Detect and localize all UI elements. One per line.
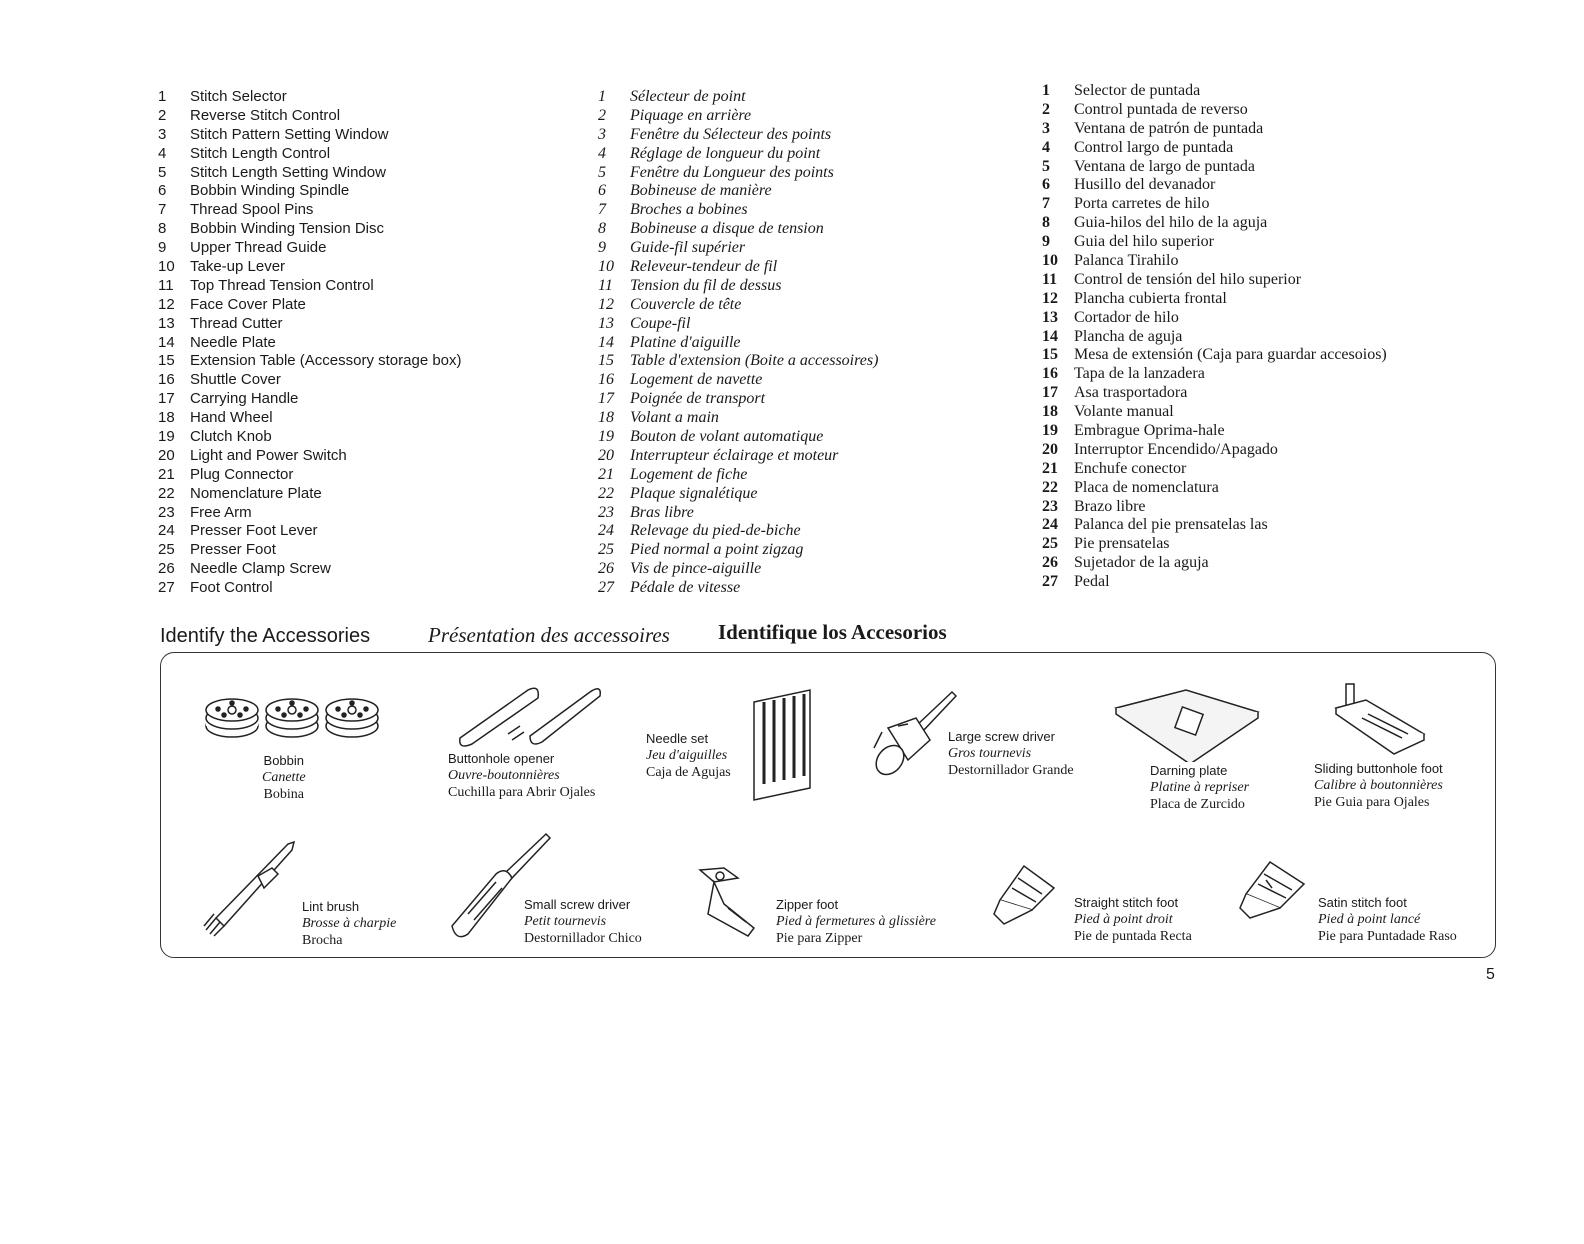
part-number: 10	[598, 258, 614, 276]
part-item	[598, 239, 878, 258]
part-item	[158, 504, 462, 523]
accessory-zipper-foot-label: Zipper foot Pied à fermetures à glissière Pie para Zipper	[776, 897, 936, 946]
part-item	[158, 334, 462, 353]
part-label: Bobineuse de manière	[630, 182, 772, 200]
part-number: 25	[598, 541, 614, 559]
part-label: Palanca Tirahilo	[1074, 252, 1179, 270]
part-item	[1042, 422, 1387, 441]
part-label: Foot Control	[190, 579, 273, 597]
part-item	[598, 182, 878, 201]
part-item	[1042, 535, 1387, 554]
part-number: 1	[598, 88, 606, 105]
part-item	[598, 334, 878, 353]
part-label: Stitch Length Setting Window	[190, 163, 386, 181]
part-number: 11	[598, 276, 613, 294]
part-label: Pédale de vitesse	[630, 579, 741, 597]
part-item	[598, 201, 878, 220]
part-number: 1	[158, 88, 167, 105]
part-item	[158, 485, 462, 504]
part-label: Stitch Length Control	[190, 144, 331, 162]
accessory-bobbin-label: Bobbin Canette Bobina	[262, 753, 306, 802]
parts-list-french	[598, 88, 878, 598]
part-label: Control de tensión del hilo superior	[1074, 270, 1302, 288]
heading-french: Présentation des accessoires	[428, 623, 670, 647]
part-label: Pedal	[1074, 573, 1110, 591]
part-label: Reverse Stitch Control	[190, 106, 341, 124]
part-number: 19	[598, 428, 614, 446]
part-number: 8	[158, 220, 167, 238]
part-label: Pie prensatelas	[1074, 535, 1170, 553]
zipper-foot-icon	[694, 864, 764, 944]
part-label: Broches a bobines	[630, 201, 748, 219]
part-item	[598, 315, 878, 334]
part-label: Pied normal a point zigzag	[630, 541, 804, 559]
part-item	[1042, 441, 1387, 460]
part-item	[1042, 479, 1387, 498]
part-number: 21	[598, 465, 614, 483]
part-number: 10	[1042, 252, 1058, 270]
part-number: 16	[158, 371, 175, 389]
part-number: 4	[598, 144, 606, 162]
part-item	[598, 258, 878, 277]
accessory-small-screwdriver-label: Small screw driver Petit tournevis Destornillador Chico	[524, 897, 642, 946]
accessory-large-screwdriver-label: Large screw driver Gros tournevis Destornillador Grande	[948, 729, 1074, 778]
part-item	[598, 107, 878, 126]
part-number: 21	[1042, 459, 1058, 477]
part-number: 18	[158, 409, 175, 427]
part-item	[1042, 498, 1387, 517]
part-number: 12	[598, 295, 614, 313]
part-item	[158, 466, 462, 485]
part-label: Embrague Oprima-hale	[1074, 422, 1225, 440]
part-number: 4	[158, 144, 167, 162]
part-item	[598, 541, 878, 560]
heading-spanish: Identifique los Accesorios	[718, 620, 947, 644]
part-label: Placa de nomenclatura	[1074, 478, 1219, 496]
part-item	[1042, 101, 1387, 120]
part-item	[598, 220, 878, 239]
part-label: Ventana de largo de puntada	[1074, 157, 1255, 175]
part-label: Palanca del pie prensatelas las	[1074, 516, 1268, 534]
part-item	[598, 447, 878, 466]
part-label: Husillo del devanador	[1074, 176, 1216, 194]
part-number: 13	[598, 314, 614, 332]
part-item	[1042, 120, 1387, 139]
part-label: Porta carretes de hilo	[1074, 195, 1210, 213]
part-label: Ventana de patrón de puntada	[1074, 119, 1264, 137]
accessory-lint-brush-label: Lint brush Brosse à charpie Brocha	[302, 899, 397, 948]
part-number: 18	[598, 409, 614, 427]
part-number: 20	[158, 446, 175, 464]
part-item	[1042, 271, 1387, 290]
part-number: 15	[598, 352, 614, 370]
part-item	[1042, 346, 1387, 365]
part-label: Tapa de la lanzadera	[1074, 365, 1205, 383]
part-item	[1042, 554, 1387, 573]
part-label: Nomenclature Plate	[190, 484, 322, 502]
part-item	[158, 258, 462, 277]
part-label: Volante manual	[1074, 403, 1174, 421]
needle-set-icon	[748, 688, 816, 804]
part-number: 3	[1042, 119, 1050, 137]
part-number: 17	[158, 390, 175, 408]
part-item	[158, 579, 462, 598]
part-item	[598, 296, 878, 315]
part-item	[158, 447, 462, 466]
part-number: 12	[158, 295, 175, 313]
part-number: 15	[1042, 346, 1058, 364]
part-item	[158, 409, 462, 428]
part-number: 27	[598, 579, 614, 597]
part-label: Guia-hilos del hilo de la aguja	[1074, 214, 1268, 232]
part-label: Poignée de transport	[630, 390, 766, 408]
part-label: Tension du fil de dessus	[630, 276, 782, 294]
part-label: Guide-fil supérier	[630, 239, 746, 257]
part-item	[598, 126, 878, 145]
lint-brush-icon	[198, 838, 300, 938]
part-number: 3	[598, 125, 606, 143]
part-number: 22	[598, 484, 614, 502]
part-label: Mesa de extensión (Caja para guardar accesoios)	[1074, 346, 1387, 364]
part-label: Thread Spool Pins	[190, 201, 314, 219]
part-number: 11	[1042, 270, 1058, 288]
accessory-darning-plate-label: Darning plate Platine à repriser Placa de Zurcido	[1150, 763, 1250, 812]
part-number: 13	[158, 314, 175, 332]
part-item	[598, 164, 878, 183]
part-label: Extension Table (Accessory storage box)	[190, 352, 462, 370]
part-number: 16	[1042, 365, 1058, 383]
part-number: 23	[598, 503, 614, 521]
part-number: 26	[1042, 554, 1058, 572]
part-label: Sélecteur de point	[630, 88, 746, 105]
part-label: Interrupteur éclairage et moteur	[630, 446, 839, 464]
part-label: Needle Clamp Screw	[190, 560, 331, 578]
part-item	[1042, 516, 1387, 535]
part-number: 24	[158, 522, 175, 540]
part-item	[158, 371, 462, 390]
part-label: Sujetador de la aguja	[1074, 554, 1209, 572]
part-item	[158, 296, 462, 315]
darning-plate-icon	[1112, 686, 1262, 762]
accessory-buttonhole-opener-label: Buttonhole opener Ouvre-boutonnières Cuchilla para Abrir Ojales	[448, 751, 596, 800]
part-number: 9	[1042, 233, 1050, 251]
part-item	[158, 88, 462, 107]
part-item	[598, 352, 878, 371]
parts-list-english	[158, 88, 462, 598]
part-item	[1042, 573, 1387, 592]
part-label: Bobbin Winding Spindle	[190, 182, 350, 200]
part-item	[598, 88, 878, 107]
part-label: Logement de fiche	[630, 465, 748, 483]
part-number: 10	[158, 258, 175, 276]
part-item	[158, 145, 462, 164]
part-label: Platine d'aiguille	[630, 333, 741, 351]
part-item	[1042, 195, 1387, 214]
part-label: Light and Power Switch	[190, 446, 347, 464]
part-number: 2	[1042, 100, 1050, 118]
part-number: 16	[598, 371, 614, 389]
part-label: Hand Wheel	[190, 409, 273, 427]
part-number: 14	[598, 333, 614, 351]
part-label: Releveur-tendeur de fil	[630, 258, 778, 276]
part-label: Top Thread Tension Control	[190, 276, 374, 294]
part-label: Logement de navette	[630, 371, 763, 389]
part-number: 26	[598, 560, 614, 578]
part-number: 13	[1042, 308, 1058, 326]
part-label: Coupe-fil	[630, 314, 691, 332]
part-label: Bobineuse a disque de tension	[630, 220, 824, 238]
part-number: 27	[1042, 573, 1058, 591]
part-item	[598, 485, 878, 504]
part-item	[158, 560, 462, 579]
part-label: Guia del hilo superior	[1074, 233, 1214, 251]
part-label: Shuttle Cover	[190, 371, 281, 389]
part-label: Control largo de puntada	[1074, 138, 1234, 156]
straight-stitch-foot-icon	[988, 860, 1058, 930]
buttonhole-opener-icon	[450, 682, 610, 748]
part-label: Stitch Pattern Setting Window	[190, 125, 389, 143]
part-label: Thread Cutter	[190, 314, 283, 332]
page-number: 5	[1486, 966, 1495, 983]
part-item	[158, 220, 462, 239]
part-item	[158, 352, 462, 371]
satin-stitch-foot-icon	[1236, 858, 1308, 922]
sliding-buttonhole-foot-icon	[1332, 678, 1430, 756]
part-number: 5	[598, 163, 606, 181]
part-label: Interruptor Encendido/Apagado	[1074, 440, 1278, 458]
part-item	[1042, 158, 1387, 177]
part-label: Presser Foot	[190, 541, 276, 559]
part-number: 22	[1042, 478, 1058, 496]
part-label: Brazo libre	[1074, 497, 1146, 515]
part-label: Table d'extension (Boite a accessoires)	[630, 352, 879, 370]
part-item	[158, 182, 462, 201]
part-label: Presser Foot Lever	[190, 522, 318, 540]
part-number: 27	[158, 579, 175, 597]
parts-list-spanish	[1042, 82, 1387, 592]
part-label: Carrying Handle	[190, 390, 299, 408]
part-item	[158, 522, 462, 541]
part-label: Enchufe conector	[1074, 459, 1187, 477]
part-number: 2	[598, 106, 606, 124]
part-label: Cortador de hilo	[1074, 308, 1179, 326]
part-number: 26	[158, 560, 175, 578]
part-item	[1042, 328, 1387, 347]
part-label: Selector de puntada	[1074, 82, 1201, 99]
part-item	[598, 504, 878, 523]
part-number: 19	[158, 428, 175, 446]
part-item	[598, 560, 878, 579]
part-label: Bouton de volant automatique	[630, 428, 824, 446]
part-label: Couvercle de tête	[630, 295, 742, 313]
part-number: 9	[158, 239, 167, 257]
part-label: Stitch Selector	[190, 88, 287, 105]
part-number: 15	[158, 352, 175, 370]
part-number: 12	[1042, 289, 1058, 307]
part-label: Plancha cubierta frontal	[1074, 289, 1227, 307]
part-item	[158, 107, 462, 126]
part-item	[1042, 82, 1387, 101]
part-label: Relevage du pied-de-biche	[630, 522, 801, 540]
part-item	[158, 390, 462, 409]
part-label: Réglage de longueur du point	[630, 144, 821, 162]
part-label: Take-up Lever	[190, 258, 286, 276]
part-label: Clutch Knob	[190, 428, 272, 446]
part-item	[1042, 384, 1387, 403]
part-number: 14	[1042, 327, 1058, 345]
part-item	[158, 201, 462, 220]
part-number: 7	[598, 201, 606, 219]
part-number: 5	[158, 163, 167, 181]
part-item	[1042, 290, 1387, 309]
part-item	[158, 164, 462, 183]
part-item	[1042, 139, 1387, 158]
part-label: Fenêtre du Longueur des points	[630, 163, 834, 181]
part-label: Asa trasportadora	[1074, 384, 1188, 402]
part-item	[598, 145, 878, 164]
part-label: Plug Connector	[190, 465, 294, 483]
part-label: Volant a main	[630, 409, 719, 427]
part-number: 20	[1042, 440, 1058, 458]
part-number: 23	[158, 503, 175, 521]
part-number: 3	[158, 125, 167, 143]
part-number: 7	[158, 201, 167, 219]
part-number: 4	[1042, 138, 1050, 156]
part-number: 21	[158, 465, 175, 483]
part-number: 24	[598, 522, 614, 540]
part-item	[1042, 176, 1387, 195]
part-label: Free Arm	[190, 503, 252, 521]
part-number: 2	[158, 106, 167, 124]
accessory-needle-set-label: Needle set Jeu d'aiguilles Caja de Agujas	[646, 731, 731, 780]
part-item	[158, 428, 462, 447]
part-item	[1042, 233, 1387, 252]
part-number: 25	[158, 541, 175, 559]
accessory-satin-stitch-foot-label: Satin stitch foot Pied à point lancé Pie para Puntadade Raso	[1318, 895, 1457, 944]
part-item	[158, 126, 462, 145]
part-number: 11	[158, 276, 174, 294]
part-label: Upper Thread Guide	[190, 239, 327, 257]
part-label: Bras libre	[630, 503, 694, 521]
part-label: Vis de pince-aiguille	[630, 560, 762, 578]
part-label: Plaque signalétique	[630, 484, 758, 502]
part-item	[598, 277, 878, 296]
part-number: 6	[158, 182, 167, 200]
part-item	[598, 371, 878, 390]
part-number: 24	[1042, 516, 1058, 534]
part-number: 7	[1042, 195, 1050, 213]
large-screwdriver-icon	[868, 688, 960, 778]
accessory-sliding-buttonhole-foot-label: Sliding buttonhole foot Calibre à boutonnières Pie Guia para Ojales	[1314, 761, 1443, 810]
part-item	[598, 409, 878, 428]
part-item	[1042, 309, 1387, 328]
part-label: Plancha de aguja	[1074, 327, 1183, 345]
part-item	[1042, 403, 1387, 422]
bobbin-icon	[200, 690, 384, 746]
part-number: 6	[1042, 176, 1050, 194]
part-item	[158, 277, 462, 296]
part-number: 18	[1042, 403, 1058, 421]
heading-english: Identify the Accessories	[160, 625, 371, 647]
part-number: 14	[158, 333, 175, 351]
part-number: 25	[1042, 535, 1058, 553]
part-number: 8	[1042, 214, 1050, 232]
part-label: Control puntada de reverso	[1074, 100, 1248, 118]
part-number: 23	[1042, 497, 1058, 515]
part-number: 6	[598, 182, 606, 200]
part-item	[598, 466, 878, 485]
part-label: Face Cover Plate	[190, 295, 306, 313]
part-label: Fenêtre du Sélecteur des points	[630, 125, 832, 143]
part-item	[1042, 460, 1387, 479]
part-number: 22	[158, 484, 175, 502]
part-item	[1042, 214, 1387, 233]
part-number: 8	[598, 220, 606, 238]
part-item	[598, 522, 878, 541]
part-item	[598, 390, 878, 409]
part-number: 20	[598, 446, 614, 464]
part-label: Needle Plate	[190, 333, 276, 351]
part-item	[158, 239, 462, 258]
part-item	[598, 428, 878, 447]
part-number: 17	[598, 390, 614, 408]
part-number: 1	[1042, 82, 1050, 99]
part-number: 5	[1042, 157, 1050, 175]
part-item	[1042, 365, 1387, 384]
accessory-straight-stitch-foot-label: Straight stitch foot Pied à point droit Pie de puntada Recta	[1074, 895, 1192, 944]
part-label: Piquage en arrière	[630, 106, 752, 124]
part-item	[598, 579, 878, 598]
part-item	[158, 541, 462, 560]
part-number: 17	[1042, 384, 1058, 402]
part-label: Bobbin Winding Tension Disc	[190, 220, 384, 238]
part-number: 19	[1042, 422, 1058, 440]
part-item	[1042, 252, 1387, 271]
part-number: 9	[598, 239, 606, 257]
part-item	[158, 315, 462, 334]
